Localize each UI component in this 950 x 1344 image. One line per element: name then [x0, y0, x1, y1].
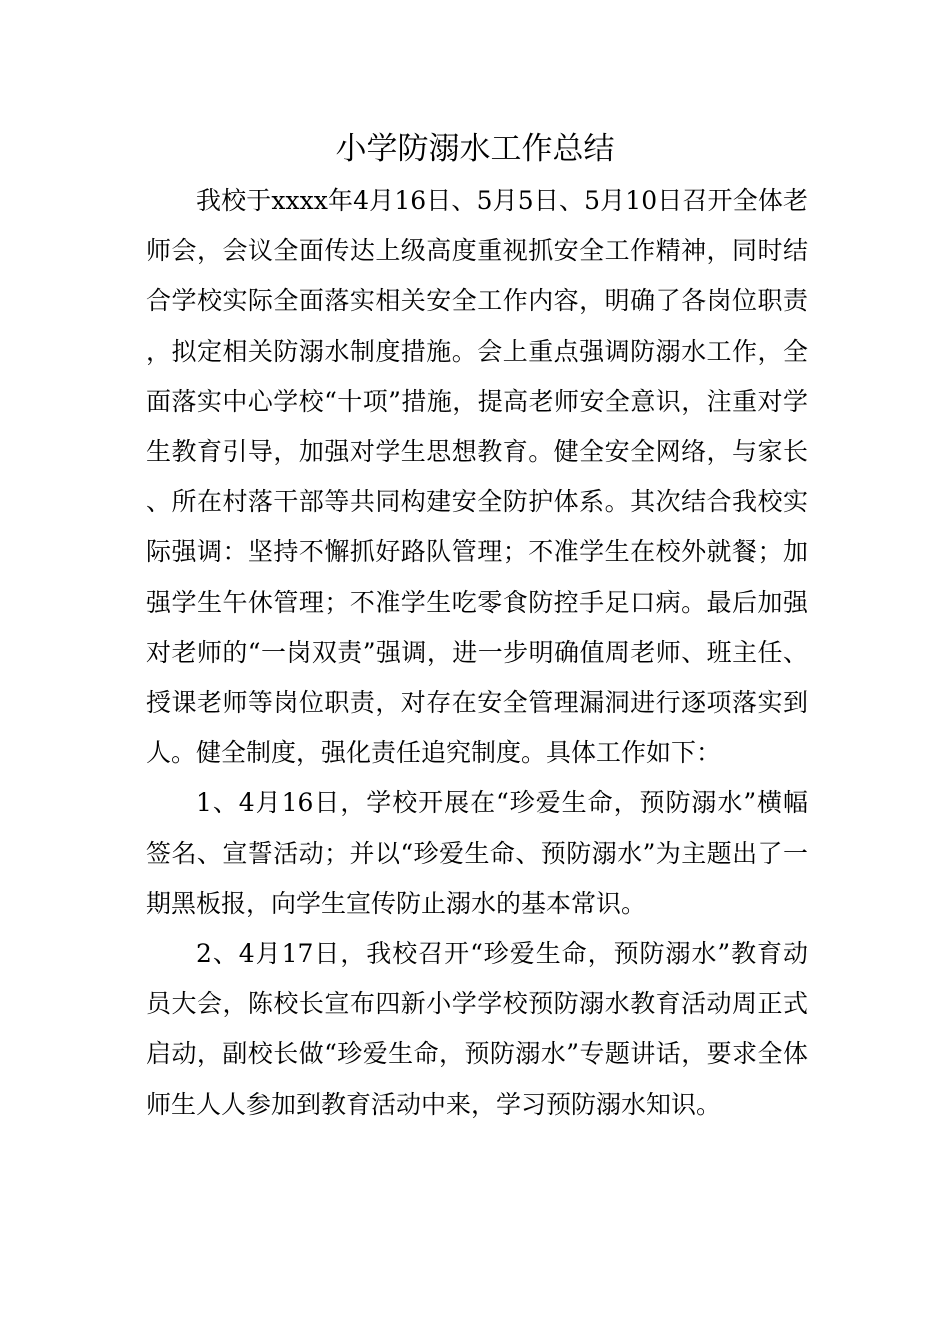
document-body: [146, 176, 808, 1130]
paragraph-item-1: 1、4月16日，学校开展在“珍爱生命，预防溺水”横幅签名、宣誓活动；并以“珍爱生命、预防溺水”为主题出了一期黑板报，向学生宣传防止溺水的基本常识。: [146, 788, 808, 918]
document-title: 小学防溺水工作总结: [335, 131, 615, 167]
paragraph-item-2: 2、4月17日，我校召开“珍爱生命，预防溺水”教育动员大会，陈校长宣布四新小学学校预防溺水教育活动周正式启动，副校长做“珍爱生命，预防溺水”专题讲话，要求全体师生人人参加到教育活动中来，学习预防溺水知识。: [146, 939, 808, 1119]
paragraph-intro: 我校于xxxx年4月16日、5月5日、5月10日召开全体老师会，会议全面传达上级高度重视抓安全工作精神，同时结合学校实际全面落实相关安全工作内容，明确了各岗位职责，拟定相关防溺水制度措施。会上重点强调防溺水工作，全面落实中心学校“十项”措施，提高老师安全意识，注重对学生教育引导，加强对学生思想教育。健全安全网络，与家长、所在村落干部等共同构建安全防护体系。其次结合我校实际强调：坚持不懈抓好路队管理；不准学生在校外就餐；加强学生午休管理；不准学生吃零食防控手足口病。最后加强对老师的“一岗双责”强调，进一步明确值周老师、班主任、授课老师等岗位职责，对存在安全管理漏洞进行逐项落实到人。健全制度，强化责任追究制度。具体工作如下：: [146, 186, 808, 768]
